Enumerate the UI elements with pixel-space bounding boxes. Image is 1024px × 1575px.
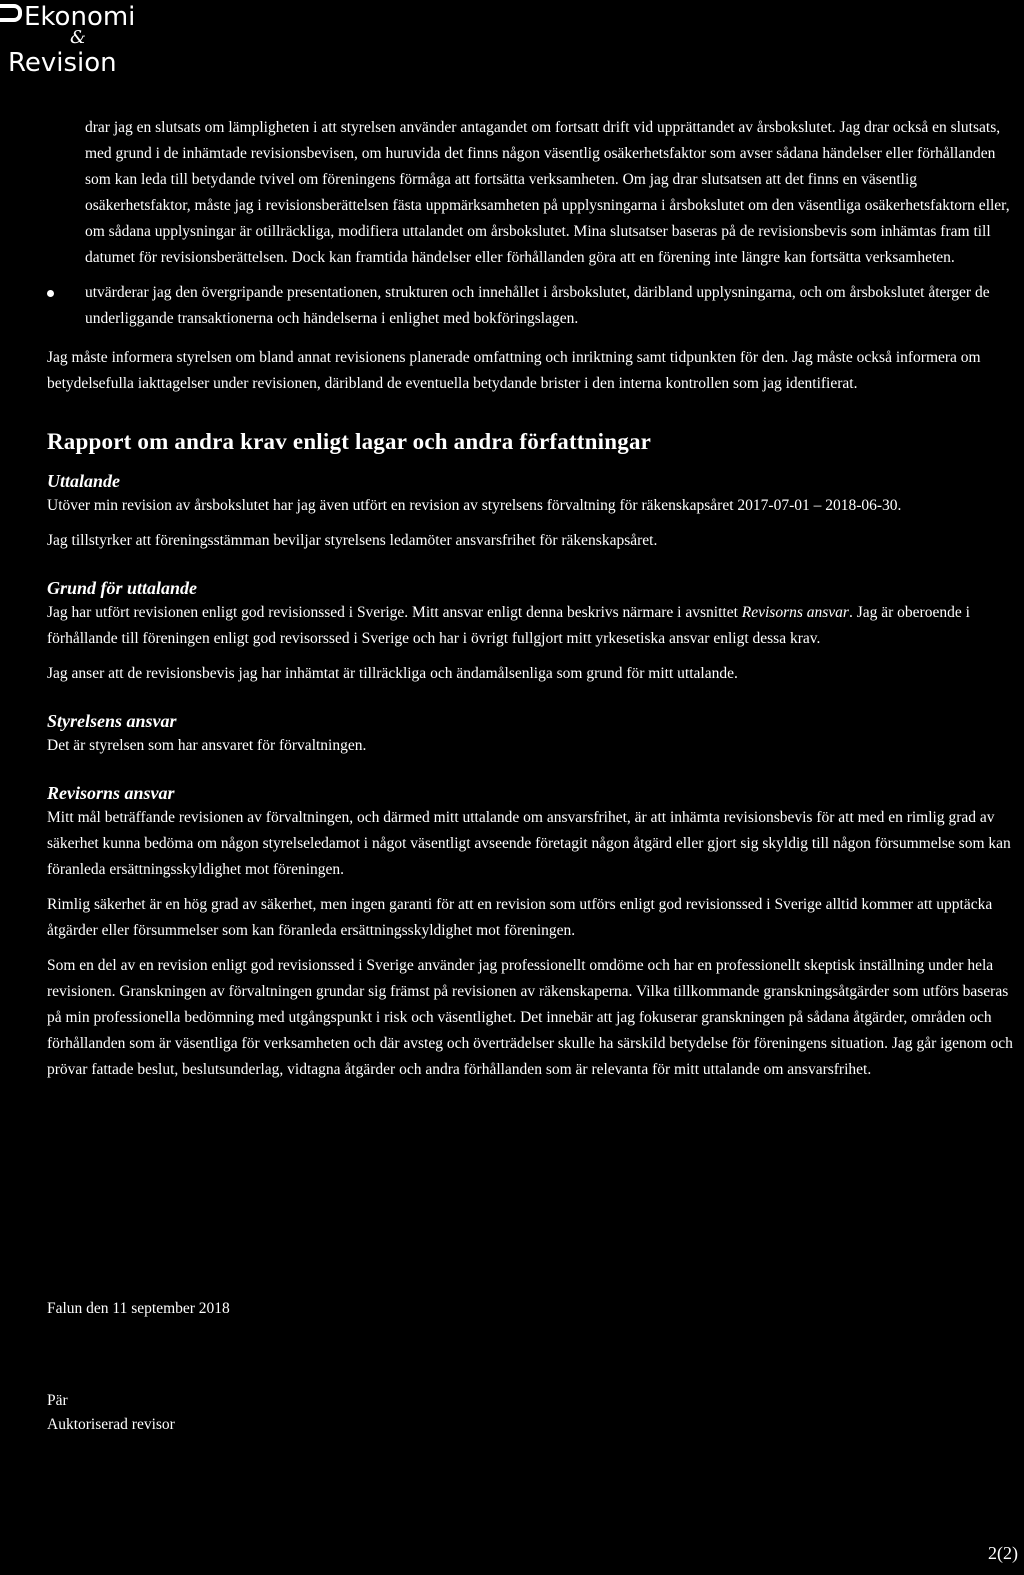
uttalande-paragraph-2: Jag tillstyrker att föreningsstämman beviljar styrelsens ledamöter ansvarsfrihet för räkenskapsåret. [47,532,658,549]
signer-block [47,1389,175,1437]
signature-place-date: Falun den 11 september 2018 [47,1300,230,1317]
revisorns-paragraph-1: Mitt mål beträffande revisionen av förvaltningen, och därmed mitt uttalande om ansvarsfrihet, är att inhämta revisionsbevis för att med en rimlig grad av säkerhet kunna bedöma om någon styrelseledamot i något väsentligt avseende företagit någon åtgärd eller gjort sig skyldig till någon försummelse som kan föranleda ersättningsskyldighet mot föreningen. [47,809,1011,878]
bullet-text: utvärderar jag den övergripande presentationen, strukturen och innehållet i årsbokslutet, däribland upplysningarna, och om årsbokslutet återger de underliggande transaktionerna och händelserna i enlighet med bokföringslagen. [85,284,990,327]
signer-name: Pär [47,1392,68,1409]
bullet-icon [47,290,54,297]
inform-paragraph: Jag måste informera styrelsen om bland annat revisionens planerade omfattning och inriktning samt tidpunkten för den. Jag måste också informera om betydelsefulla iakttagelser under revisionen, däribland de eventuella betydande brister i den interna kontrollen som jag identifierat. [47,349,981,392]
logo-sub-text: Revision [8,48,117,78]
signer-title: Auktoriserad revisor [47,1416,175,1433]
grund-paragraph-2: Jag anser att de revisionsbevis jag har inhämtat är tillräckliga och ändamålsenliga som grund för mitt uttalande. [47,665,738,682]
revisorns-ansvar-reference: Revisorns ansvar [741,604,849,621]
uttalande-paragraph-1: Utöver min revision av årsbokslutet har jag även utfört en revision av styrelsens förvaltning för räkenskapsåret 2017-07-01 – 2018-06-30. [47,497,902,514]
logo-mark-icon [0,4,22,22]
styrelsens-paragraph: Det är styrelsen som har ansvaret för förvaltningen. [47,737,367,754]
page-number: 2(2) [988,1543,1018,1563]
subheading-styrelsens-ansvar: Styrelsens ansvar [47,711,177,731]
subheading-uttalande: Uttalande [47,471,121,491]
document-body [47,115,1017,1083]
logo-main-text: Ekonomi [0,2,135,32]
logo-ampersand: & [70,27,87,48]
continuation-paragraph: drar jag en slutsats om lämpligheten i att styrelsen använder antagandet om fortsatt drift vid upprättandet av årsbokslutet. Jag drar också en slutsats, med grund i de inhämtade revisionsbevisen, om huruvida det finns någon väsentlig osäkerhetsfaktor som avser sådana händelser eller förhållanden som kan leda till betydande tvivel om föreningens förmåga att fortsätta verksamheten. Om jag drar slutsatsen att det finns en väsentlig osäkerhetsfaktor, måste jag i revisionsberättelsen fästa uppmärksamheten på upplysningarna i årsbokslutet om den väsentliga osäkerhetsfaktorn eller, om sådana upplysningar är otillräckliga, modifiera uttalandet om årsbokslutet. Mina slutsatser baseras på de revisionsbevis som inhämtas fram till datumet för revisionsberättelsen. Dock kan framtida händelser eller förhållanden göra att en förening inte längre kan fortsätta verksamheten. [85,119,1010,266]
section-heading-report: Rapport om andra krav enligt lagar och andra författningar [47,429,652,454]
ekonomi-revision-logo [0,2,170,82]
revisorns-paragraph-2: Rimlig säkerhet är en hög grad av säkerhet, men ingen garanti för att en revision som utförs enligt god revisionssed i Sverige alltid kommer att upptäcka åtgärder eller försummelser som kan föranleda ersättningsskyldighet mot föreningen. [47,896,993,939]
subheading-revisorns-ansvar: Revisorns ansvar [47,783,175,803]
grund-paragraph-1: Jag har utfört revisionen enligt god revisionssed i Sverige. Mitt ansvar enligt denna beskrivs närmare i avsnittet Revisorns ansvar. Jag är oberoende i förhållande till föreningen enligt god revisorssed i Sverige och har i övrigt fullgjort mitt yrkesetiska ansvar enligt dessa krav. [47,604,970,647]
revisorns-paragraph-3: Som en del av en revision enligt god revisionssed i Sverige använder jag professionellt omdöme och har en professionellt skeptisk inställning under hela revisionen. Granskningen av förvaltningen grundar sig främst på revisionen av räkenskaperna. Vilka tillkommande granskningsåtgärder som utförs baseras på min professionella bedömning med utgångspunkt i risk och väsentlighet. Det innebär att jag fokuserar granskningen på sådana åtgärder, områden och förhållanden som är väsentliga för verksamheten och där avsteg och överträdelser skulle ha särskild betydelse för föreningens situation. Jag går igenom och prövar fattade beslut, beslutsunderlag, vidtagna åtgärder och andra förhållanden som är relevanta för mitt uttalande om ansvarsfrihet. [47,957,1013,1078]
subheading-grund: Grund för uttalande [47,578,198,598]
bullet-list-item [47,280,1017,332]
